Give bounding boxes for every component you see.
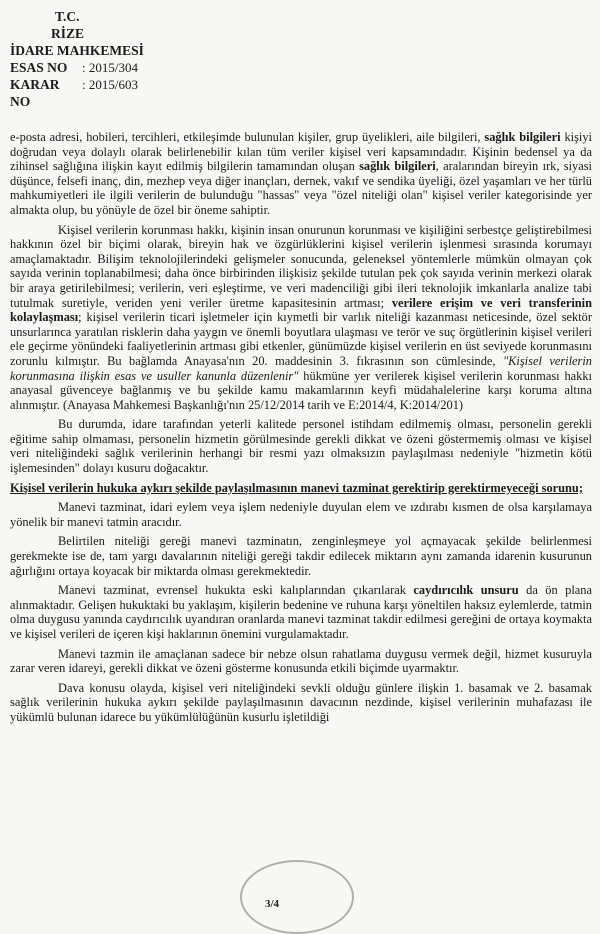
karar-value: : 2015/603 xyxy=(82,77,138,92)
p1-text-a: e-posta adresi, hobileri, tercihleri, etkileşimde bulunulan kişiler, grup üyelikleri, aile bilgileri, xyxy=(10,130,485,144)
paragraph-8: Dava konusu olayda, kişisel veri niteliğindeki sevkli olduğu günlere ilişkin 1. basamak ve 2. basamak sağlık verilerinin hukuka aykırı şekilde paylaşılmasının davacının nezdinde, kişisel verilerinin muhafazası ile yükümlü bulunan idarece bu yükümlülüğünün kusurlu işletildiği xyxy=(10,680,592,724)
header-tc: T.C. xyxy=(55,9,80,24)
page-number: 3/4 xyxy=(265,898,280,910)
section-heading: Kişisel verilerin hukuka aykırı şekilde paylaşılmasının manevi tazminat gerektirip gerektirmeyeceği sorunu; xyxy=(10,480,583,495)
document-header xyxy=(10,8,144,110)
p2-text-e: hükmüne yer verilerek kişisel verilerin korunması hakkı anayasal güvenceye bağlanmış ve bu şekilde kamu makamlarının keyfi müdahalelerine karşı koruma altına alınmıştır. (Anayasa Mahkemesi Başkanlığı'nın 25/12/2014 tarih ve E:2014/4, K:2014/201) xyxy=(10,368,592,412)
esas-row xyxy=(10,59,144,76)
p2-text-a: Kişisel verilerin korunması hakkı, kişinin insan onurunun korunması ve kişiliğini serbestçe geliştirebilmesi hakkının özel bir biçimi olarak, bireyin hak ve özgürlüklerini kişisel verilerin işlenmesi sırasında korumayı amaçlamaktadır. Bilişim teknolojilerindeki gelişmeler sonucunda, geleneksel yöntemlerle mümkün olmayan çok sayıda verinin toplanabilmesi; daha önce birbirinden ilişkisiz şekilde tutulan pek çok sayıda verinin merkezi olarak bir araya getirilebilmesi; verilerin, veri eşleştirme, ve veri madenciliği gibi ileri teknolojik imkanlarla analize tabi tutulmak suretiyle, veriden yeni veriler üretme kapasitesinin artması; xyxy=(10,222,592,310)
paragraph-3: Bu durumda, idare tarafından yeterli kalitede personel istihdam edilmemiş olması, personelin gerekli eğitime sahip olmaması, personelin hizmetin görülmesinde gerekli dikkat ve özeni göstermemiş olması ve kişisel veri niteliğindeki sağlık verilerinin herhangi bir resmi yazı olmaksızın paylaşılması nedeniyle "hizmetin kötü işlemesinden" dolayı kusuru doğacaktır. xyxy=(10,417,592,476)
paragraph-5: Belirtilen niteliği gereği manevi tazminatın, zenginleşmeye yol açmayacak şekilde belirlenmesi gerekmekte ise de, tam yargı davalarının niteliği gereği takdir edilecek miktarın aynı zamanda idarenin kusurunun ağırlığını ortaya koyacak bir miktarda olması gerekmektedir. xyxy=(10,534,592,578)
p1-bold-health-info-2: sağlık bilgileri xyxy=(359,159,436,174)
header-court: İDARE MAHKEMESİ xyxy=(10,43,144,58)
p6-text-c: da ön plana alınmaktadır. Gelişen hukuktaki bu yaklaşım, kişilerin bedenine ve ruhuna karşı yöneltilen haksız eylemlerde, tatmin olma duygusu yanında caydırıcılık uyandıran oranlarda manevi tazminat takdir edilmesi gereğini de ortaya koymakta ve kişisel verileri de içeren kişi haklarının önemini vurgulamaktadır. xyxy=(10,583,592,641)
paragraph-7: Manevi tazmin ile amaçlanan sadece bir nebze olsun rahatlama duygusu vermek değil, hizmet kusuruyla zarar veren idareyi, gerekli dikkat ve özeni gösterme konusunda etkili biçimde uyarmaktır. xyxy=(10,646,592,676)
p2-text-c: ; kişisel verilerin ticari işletmeler için kıymetli bir varlık niteliği kazanması neticesinde, özel sektör unsurlarınca yaratılan risklerin daha yaygın ve önemli boyutlara ulaşması ve terör ve suç örgütlerinin kişisel verileri ele geçirme yönündeki faaliyetlerinin artması gibi etkenler, günümüzde kişisel verilerin en üst seviyede korunmasını zorunlu kılmıştır. Bu bağlamda Anayasa'nın 20. maddesinin 3. fıkrasının son cümlesinde, xyxy=(10,310,592,368)
paragraph-1 xyxy=(10,130,592,218)
p2-bold-access: verilere erişim ve veri transferinin kolaylaşması xyxy=(10,295,593,325)
header-city: RİZE xyxy=(51,26,85,41)
paragraph-4: Manevi tazminat, idari eylem veya işlem nedeniyle duyulan elem ve ızdırabı kısmen de olsa karşılamaya yönelik bir manevi tatmin aracıdır. xyxy=(10,500,592,529)
p2-italic-quote: "Kişisel verilerin korunmasına ilişkin esas ve usuller kanunla düzenlenir" xyxy=(10,353,593,383)
official-seal-stamp xyxy=(240,860,354,934)
paragraph-6 xyxy=(10,583,592,641)
esas-value: : 2015/304 xyxy=(82,60,138,75)
karar-label: KARAR NO xyxy=(10,77,60,109)
p6-text-a: Manevi tazminat, evrensel hukukta eski kalıplarından çıkarılarak xyxy=(58,583,414,598)
paragraph-2 xyxy=(10,223,592,413)
p1-text-e: , aralarından bireyin ırk, siyasi düşünce, felsefi inanç, din, mezhep veya diğer inançları, dernek, vakıf ve sendika üyeliği, özel yaşamları ve her türlü mahkumiyetleri ile ilgili verilerin de bulunduğu "hassas" veya "özel niteliği olan" kişisel veriler kategorisinde yer almakta olup, bu yönüyle de özel bir öneme sahiptir. xyxy=(10,159,592,217)
p1-text-c: kişiyi doğrudan veya dolaylı olarak belirlenebilir kılan tüm veriler kişisel veri kapsamındadır. Kişinin bedensel ya da zihinsel sağlığına ilişkin kayıt edilmiş bilgilerin tamamından oluşan xyxy=(10,130,592,174)
esas-label: ESAS NO xyxy=(10,60,68,75)
p1-bold-health-info: sağlık bilgileri xyxy=(484,130,561,144)
karar-row xyxy=(10,76,144,110)
p6-bold-deterrence: caydırıcılık unsuru xyxy=(413,583,519,598)
document-body xyxy=(10,130,592,730)
